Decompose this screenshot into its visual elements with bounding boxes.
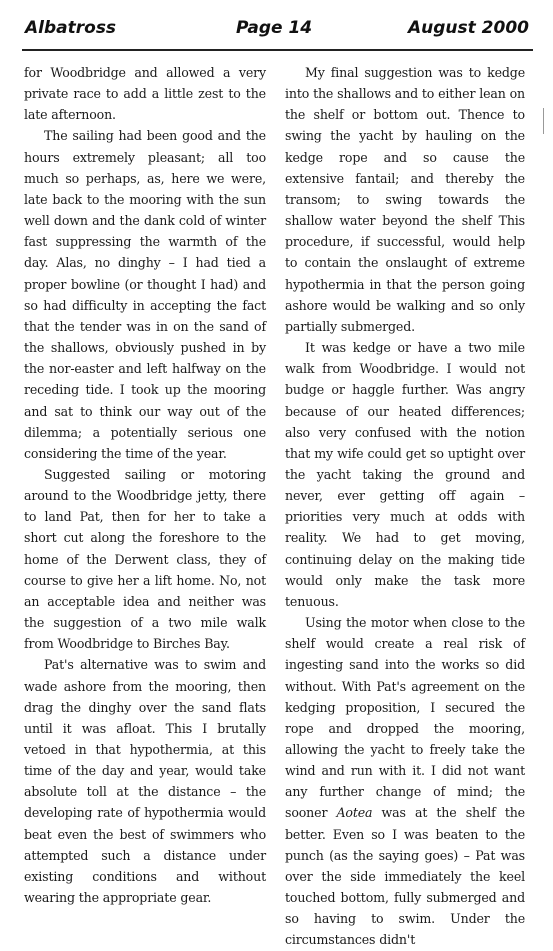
left-column	[24, 62, 266, 906]
paragraph: The sailing had been good and the hours extremely pleasant; all too much so perhaps, as, here we were, late back to the mooring with the sun well down and the dank cold of winter fast suppressing the warmth of the day. Alas, no dinghy – I had tied a proper bowline (or thought I had) and so had difficulty in accepting the fact that the tender was in on the sand of the shallows, obviously pushed in by the nor-easter and left halfway on the receding tide. I took up the mooring and sat to think our way out of the dilemma; a potentially serious one considering the time of the year.	[24, 128, 266, 461]
publication-title: Albatross	[25, 18, 117, 38]
boat-name: Aotea	[336, 805, 373, 821]
text-run: Using the motor when close to the shelf would create a real risk of ingesting sand into the works so did without. With Pat's agreement on the kedging proposition, I secured the rope and dropped the mooring, allowing the yacht to freely take the wind and run with it. I did not want any further change of mind; the sooner	[285, 615, 525, 821]
header-rule	[22, 49, 533, 51]
paragraph: My final suggestion was to kedge into the shallows and to either lean on the shelf or bottom out. Thence to swing the yacht by hauling on the kedge rope and so cause the extensive fantail; and thereby the transom; to swing towards the shallow water beyond the shelf This procedure, if successful, would help to contain the onslaught of extreme hypothermia in that the person going ashore would be walking and so only partially submerged.	[285, 65, 525, 334]
issue-date: August 2000	[407, 18, 529, 38]
page-header	[0, 0, 553, 52]
paragraph: It was kedge or have a two mile walk from Woodbridge. I would not budge or haggle further. Was angry because of our heated differences; also very confused with the notion that my wife could get so uptight over the yacht taking the ground and never, ever getting off again – priorities very much at odds with reality. We had to get moving, continuing delay on the making tide would only make the task more tenuous.	[285, 340, 525, 609]
right-column	[285, 62, 525, 948]
page-number: Page 14	[236, 18, 313, 38]
paragraph: for Woodbridge and allowed a very private race to add a little zest to the late afternoon.	[24, 65, 266, 123]
margin-mark	[543, 108, 547, 134]
paragraph	[285, 612, 525, 951]
text-run: was at the shelf the better. Even so I was beaten to the punch (as the saying goes) – Pat was over the side immediately the keel touched bottom, fully submerged and so having to swim. Under the circumstances didn't	[285, 805, 525, 948]
paragraph: Suggested sailing or motoring around to the Woodbridge jetty, there to land Pat, then for her to take a short cut along the foreshore to the home of the Derwent class, they of course to give her a lift home. No, not an acceptable idea and neither was the suggestion of a two mile walk from Woodbridge to Birches Bay.	[24, 466, 266, 652]
paragraph: Pat's alternative was to swim and wade ashore from the mooring, then drag the dinghy over the sand flats until it was afloat. This I brutally vetoed in that hypothermia, at this time of the day and year, would take absolute toll at the distance – the developing rate of hypothermia would beat even the best of swimmers who attempted such a distance under existing conditions and without wearing the appropriate gear.	[24, 657, 266, 906]
